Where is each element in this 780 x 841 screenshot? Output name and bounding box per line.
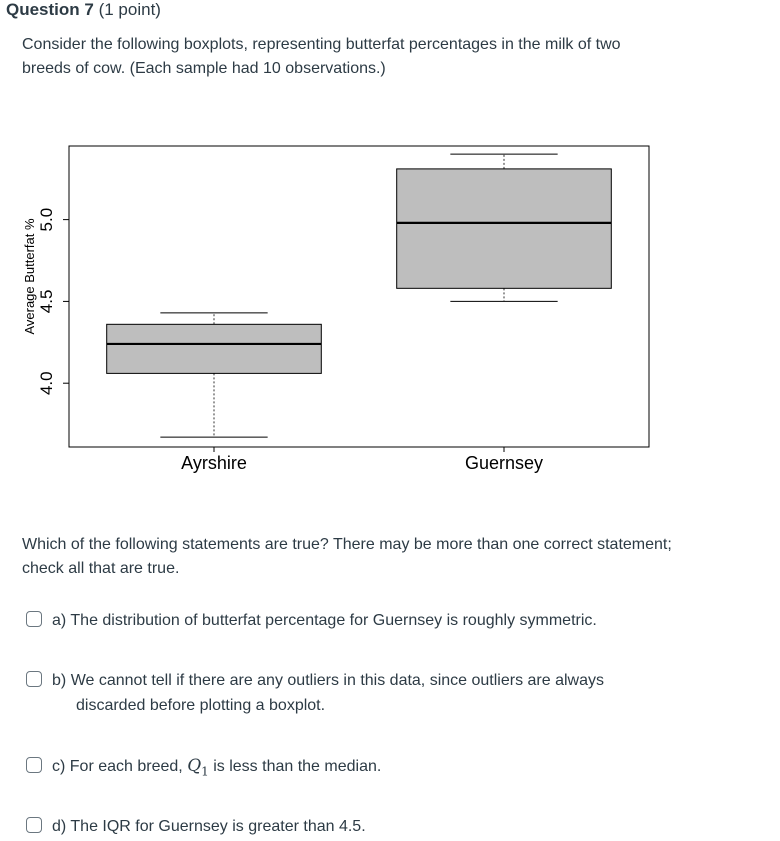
option-c[interactable] <box>22 754 682 784</box>
checkbox-c[interactable] <box>26 757 42 773</box>
option-b-label <box>52 668 682 718</box>
boxplot-chart <box>0 130 660 490</box>
option-b[interactable] <box>22 668 682 718</box>
option-c-label <box>52 754 682 784</box>
y-tick-label: 4.0 <box>37 371 56 396</box>
option-d-text: The IQR for Guernsey is greater than 4.5. <box>70 818 366 835</box>
box-guernsey <box>397 169 612 288</box>
option-a-label <box>52 608 682 633</box>
option-a-text: The distribution of butterfat percentage for Guernsey is roughly symmetric. <box>70 612 597 629</box>
option-d-letter: d) <box>52 818 67 835</box>
checkbox-a[interactable] <box>26 611 42 627</box>
question-points: (1 point) <box>98 0 161 19</box>
checkbox-b[interactable] <box>26 671 42 687</box>
checkbox-d[interactable] <box>26 817 42 833</box>
option-d-label <box>52 814 682 839</box>
y-axis-label: Average Butterfat % <box>22 218 37 335</box>
option-a[interactable] <box>22 608 682 633</box>
option-d[interactable] <box>22 814 682 839</box>
q1-letter: Q <box>187 756 202 776</box>
question-header <box>6 0 161 20</box>
option-c-letter: c) <box>52 758 66 775</box>
option-a-letter: a) <box>52 612 67 629</box>
y-tick-label: 5.0 <box>37 207 56 232</box>
y-tick-label: 4.5 <box>37 289 56 314</box>
option-b-letter: b) <box>52 672 67 689</box>
q1-symbol <box>187 756 209 779</box>
question-intro: Consider the following boxplots, representing butterfat percentages in the milk of two breeds of cow. (Each sample had 10 observations.) <box>22 36 621 77</box>
box-ayrshire <box>107 324 322 373</box>
question-title: Question 7 <box>6 0 94 19</box>
option-c-text-after: is less than the median. <box>213 758 382 775</box>
option-b-text: We cannot tell if there are any outliers in this data, since outliers are always <box>70 672 604 689</box>
q1-subscript: 1 <box>201 764 209 779</box>
option-b-text-cont: discarded before plotting a boxplot. <box>76 697 326 714</box>
x-tick-label: Guernsey <box>464 453 544 473</box>
option-c-text-before: For each breed, <box>69 758 183 775</box>
boxplot-figure <box>0 130 660 490</box>
x-tick-label: Ayrshire <box>181 453 247 473</box>
question-prompt: Which of the following statements are true? There may be more than one correct statement; check all that are true. <box>22 536 672 577</box>
